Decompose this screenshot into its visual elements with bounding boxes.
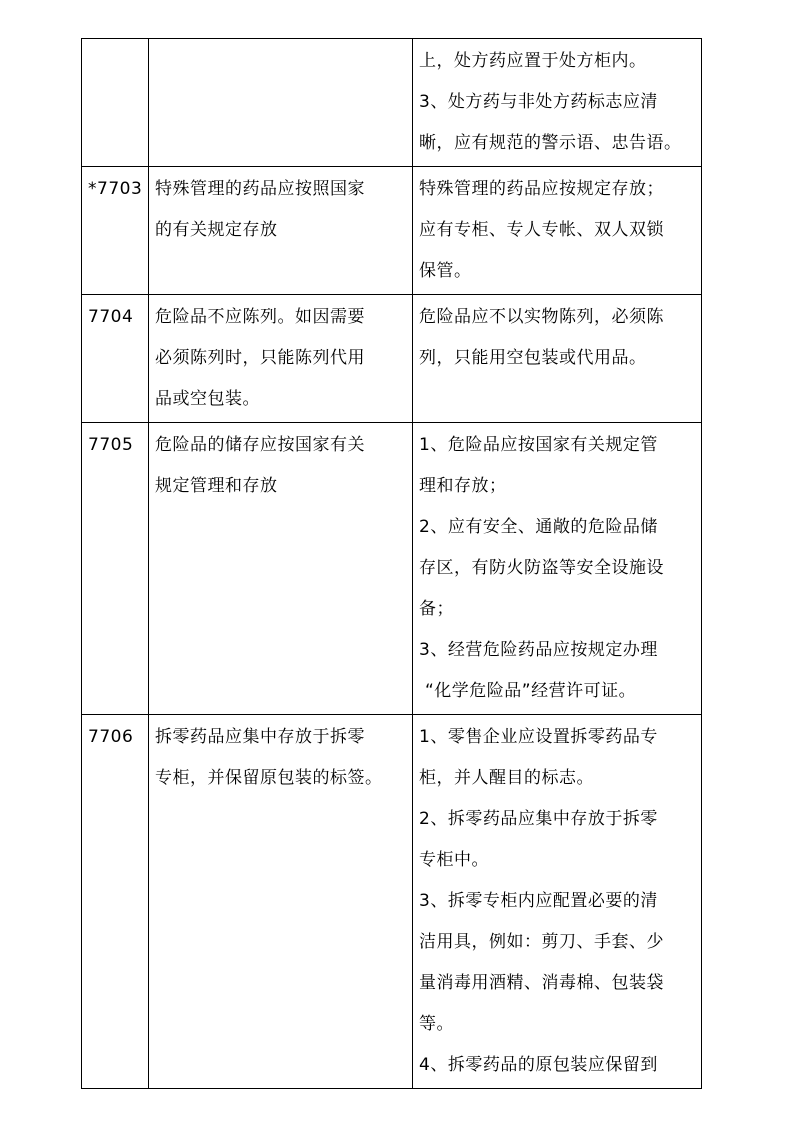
table-row xyxy=(82,715,702,1089)
row-item xyxy=(149,423,413,715)
row-standard xyxy=(413,167,702,295)
standard-line: 3、经营危险药品应按规定办理 xyxy=(419,640,658,660)
item-line: 拆零药品应集中存放于拆零 xyxy=(155,727,365,747)
standard-line: 3、处方药与非处方药标志应清 xyxy=(419,92,658,112)
standard-line: “化学危险品”经营许可证。 xyxy=(425,681,637,701)
row-code: 7704 xyxy=(82,295,149,423)
standard-line: 危险品应不以实物陈列，必须陈 xyxy=(419,307,664,327)
row-standard xyxy=(413,715,702,1089)
standard-line: 应有专柜、专人专帐、双人双锁 xyxy=(419,220,664,240)
item-line: 必须陈列时，只能陈列代用 xyxy=(155,348,365,368)
standard-line: 1、零售企业应设置拆零药品专 xyxy=(419,727,658,747)
row-standard xyxy=(413,423,702,715)
standard-line: 存区，有防火防盗等安全设施设 xyxy=(419,558,664,578)
item-line: 的有关规定存放 xyxy=(155,220,278,240)
standard-line: 保管。 xyxy=(419,261,472,281)
standard-line: 洁用具，例如：剪刀、手套、少 xyxy=(419,932,664,952)
row-item xyxy=(149,167,413,295)
table-row xyxy=(82,167,702,295)
row-standard xyxy=(413,295,702,423)
row-code: 7705 xyxy=(82,423,149,715)
standard-line: 量消毒用酒精、消毒棉、包装袋 xyxy=(419,973,664,993)
standard-line: 特殊管理的药品应按规定存放； xyxy=(419,179,664,199)
item-line: 危险品不应陈列。如因需要 xyxy=(155,307,365,327)
standard-line: 理和存放； xyxy=(419,476,507,496)
row-item xyxy=(149,39,413,167)
standard-line: 2、应有安全、通敞的危险品储 xyxy=(419,517,658,537)
item-line: 规定管理和存放 xyxy=(155,476,278,496)
row-code: 7706 xyxy=(82,715,149,1089)
standard-line: 上，处方药应置于处方柜内。 xyxy=(419,51,647,71)
standard-line: 列，只能用空包装或代用品。 xyxy=(419,348,647,368)
standard-line: 4、拆零药品的原包装应保留到 xyxy=(419,1055,658,1075)
table-row xyxy=(82,39,702,167)
standard-line: 备； xyxy=(419,599,454,619)
standard-line: 晰，应有规范的警示语、忠告语。 xyxy=(419,133,682,153)
standards-table xyxy=(81,38,702,1089)
standard-line: 专柜中。 xyxy=(419,850,489,870)
standard-line: 等。 xyxy=(419,1014,454,1034)
table-row xyxy=(82,423,702,715)
row-item xyxy=(149,295,413,423)
standard-line: 柜，并人醒目的标志。 xyxy=(419,768,594,788)
row-code xyxy=(82,39,149,167)
row-code: *7703 xyxy=(82,167,149,295)
item-line: 专柜，并保留原包装的标签。 xyxy=(155,768,383,788)
row-item xyxy=(149,715,413,1089)
row-standard xyxy=(413,39,702,167)
item-line: 危险品的储存应按国家有关 xyxy=(155,435,365,455)
standard-line: 2、拆零药品应集中存放于拆零 xyxy=(419,809,658,829)
standard-line: 3、拆零专柜内应配置必要的清 xyxy=(419,891,658,911)
standard-line: 1、危险品应按国家有关规定管 xyxy=(419,435,658,455)
item-line: 特殊管理的药品应按照国家 xyxy=(155,179,365,199)
table-row xyxy=(82,295,702,423)
item-line: 品或空包装。 xyxy=(155,389,260,409)
